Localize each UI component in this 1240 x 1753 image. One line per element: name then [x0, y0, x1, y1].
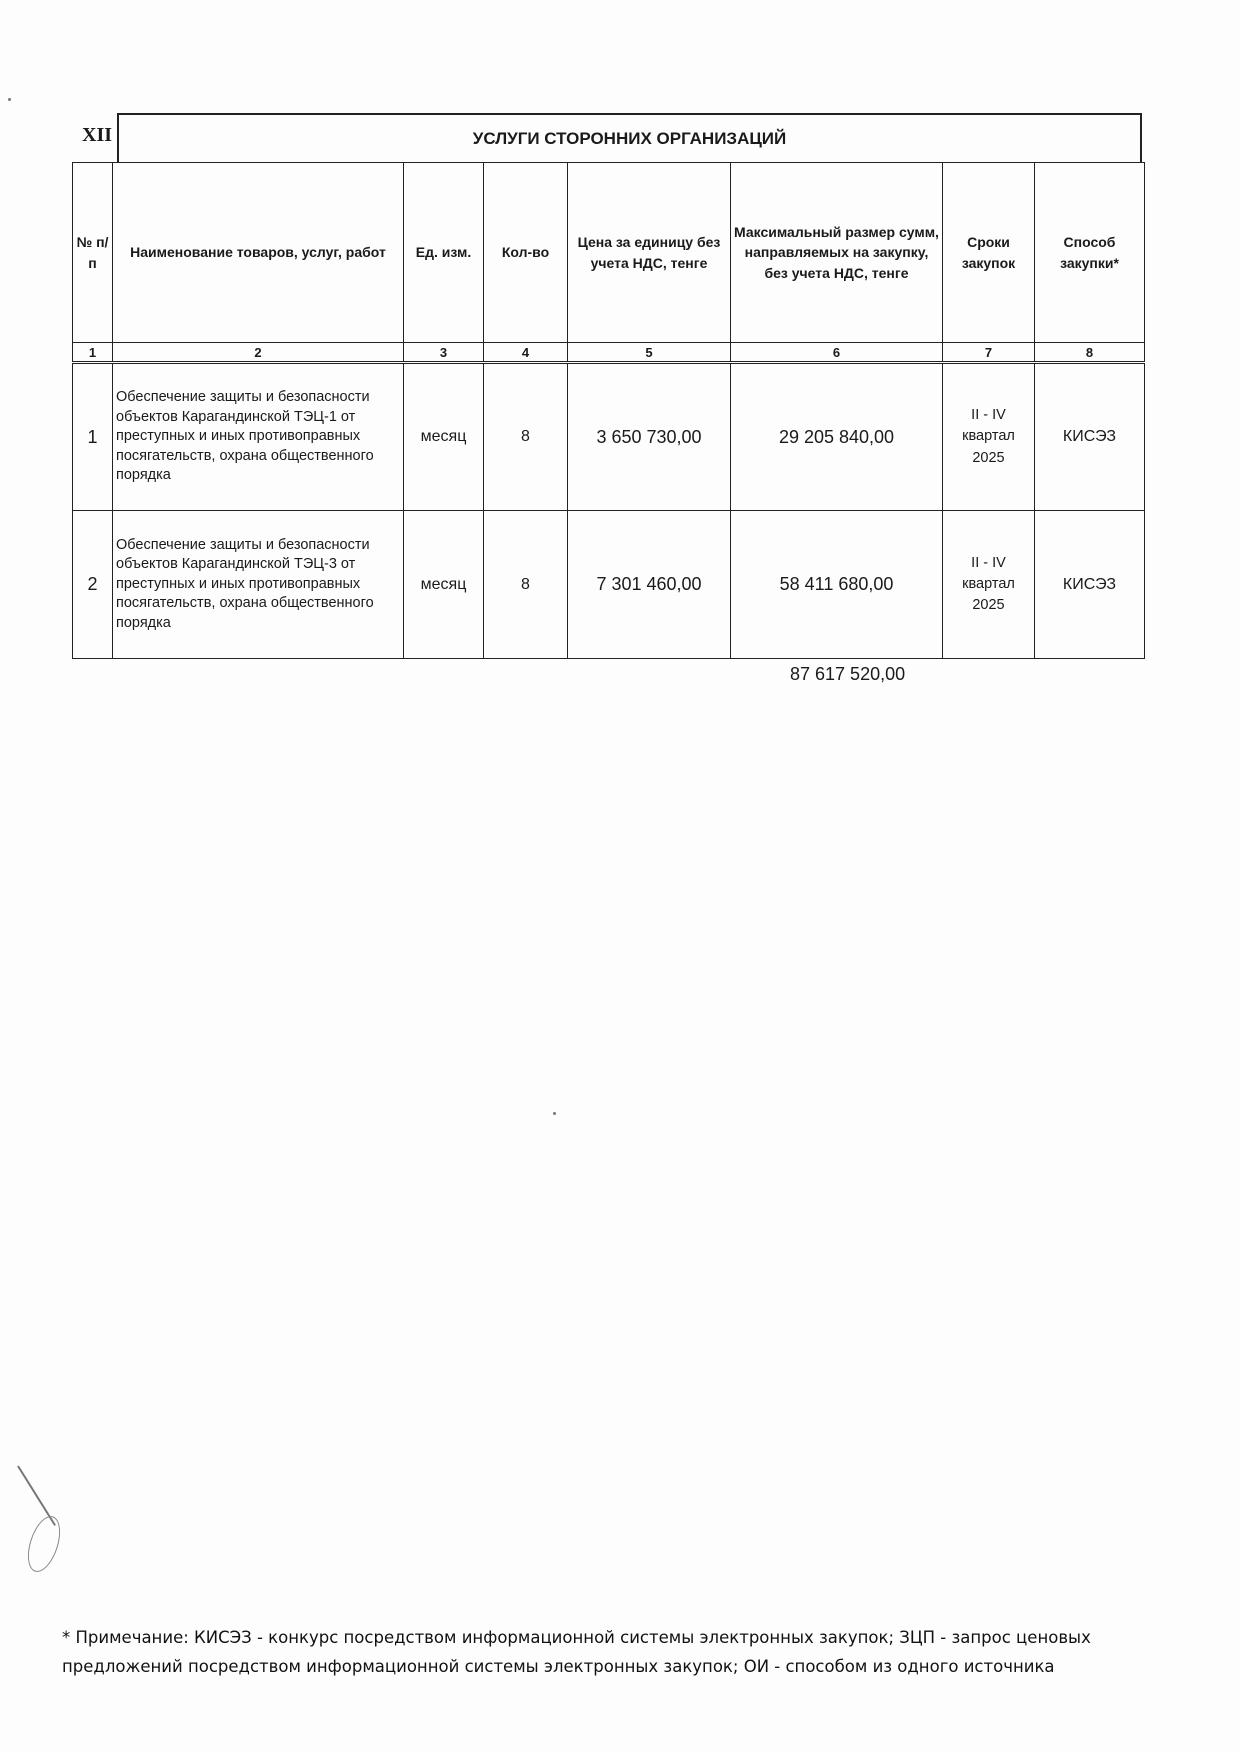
row-term-line: квартал [962, 575, 1015, 592]
column-number: 1 [73, 343, 113, 363]
header-cell-max-amount: Максимальный размер сумм, направляемых на закупку, без учета НДС, тенге [731, 163, 943, 343]
header-cell-name: Наименование товаров, услуг, работ [113, 163, 404, 343]
column-number: 5 [568, 343, 731, 363]
row-unit: месяц [404, 511, 484, 659]
row-method: КИСЭЗ [1035, 511, 1145, 659]
column-number: 2 [113, 343, 404, 363]
column-number: 4 [484, 343, 568, 363]
row-name: Обеспечение защиты и безопасности объектов Карагандинской ТЭЦ-3 от преступных и иных противоправных посягательств, охрана общественного порядка [113, 511, 404, 659]
column-number-row [73, 343, 1145, 363]
row-term-line: 2025 [972, 597, 1005, 613]
header-cell-price: Цена за единицу без учета НДС, тенге [568, 163, 731, 343]
row-method: КИСЭЗ [1035, 363, 1145, 511]
column-number: 6 [731, 343, 943, 363]
row-index: 1 [73, 363, 113, 511]
row-max-amount: 58 411 680,00 [731, 511, 943, 659]
row-term-line: квартал [962, 428, 1015, 445]
row-term-line: II - IV [971, 554, 1006, 571]
table-row [73, 363, 1145, 511]
section-title [117, 113, 1142, 163]
total-amount: 87 617 520,00 [790, 664, 906, 684]
column-number: 7 [943, 343, 1035, 363]
row-index: 2 [73, 511, 113, 659]
row-qty: 8 [484, 511, 568, 659]
table-row [73, 511, 1145, 659]
procurement-table [72, 162, 1145, 659]
section-number: XII [82, 124, 113, 146]
header-cell-unit: Ед. изм. [404, 163, 484, 343]
header-cell-method: Способ закупки* [1035, 163, 1145, 343]
pen-oval-mark [22, 1512, 67, 1576]
header-cell-term: Сроки закупок [943, 163, 1035, 343]
section-title-text: УСЛУГИ СТОРОННИХ ОРГАНИЗАЦИЙ [472, 129, 787, 148]
row-term-line: 2025 [972, 449, 1005, 466]
row-term [943, 511, 1035, 659]
scan-speck [8, 98, 11, 101]
header-cell-qty: Кол-во [484, 163, 568, 343]
footnote: * Примечание: КИСЭЗ - конкурс посредством информационной системы электронных закупок; ЗЦП - запрос ценовых предложений посредством информационной системы электронных закупок; ОИ - способом из одного источника [62, 1628, 1091, 1676]
row-term [943, 363, 1035, 511]
table-header-row [73, 163, 1145, 343]
row-term-line: II - IV [971, 407, 1006, 424]
row-price: 7 301 460,00 [568, 511, 731, 659]
row-unit: месяц [404, 363, 484, 511]
column-number: 8 [1035, 343, 1145, 363]
scan-speck [553, 1112, 556, 1115]
column-number: 3 [404, 343, 484, 363]
row-qty: 8 [484, 363, 568, 511]
header-cell-index: № п/п [73, 163, 113, 343]
row-price: 3 650 730,00 [568, 363, 731, 511]
row-max-amount: 29 205 840,00 [731, 363, 943, 511]
row-name: Обеспечение защиты и безопасности объектов Карагандинской ТЭЦ-1 от преступных и иных противоправных посягательств, охрана общественного порядка [113, 363, 404, 511]
